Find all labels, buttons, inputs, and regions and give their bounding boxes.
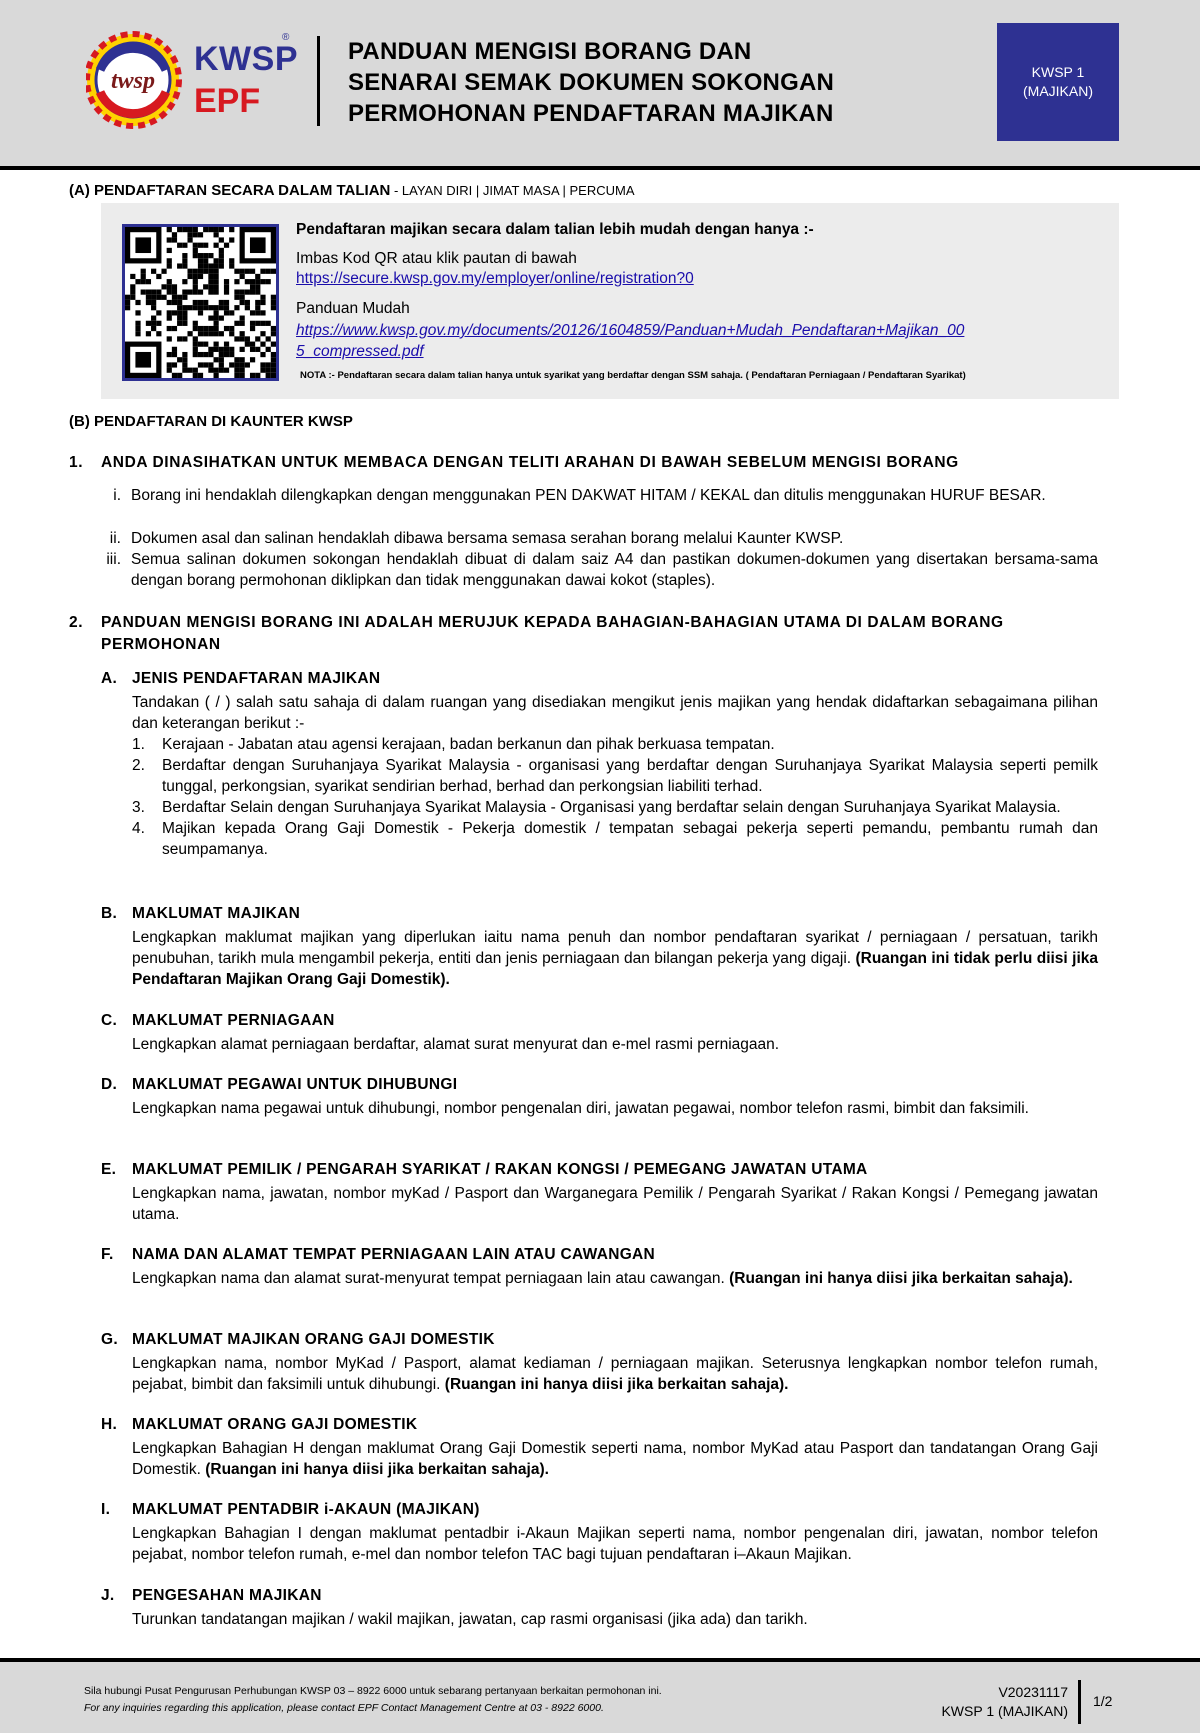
header-rule	[0, 166, 1200, 170]
instruction-ii	[93, 528, 1098, 549]
part-j-heading	[101, 1587, 322, 1605]
part-a-title: JENIS PENDAFTARAN MAJIKAN	[132, 670, 381, 687]
list-text: Berdaftar Selain dengan Suruhanjaya Syarikat Malaysia - Organisasi yang berdaftar selain dengan Suruhanjaya Syarikat Malaysia.	[162, 799, 1061, 816]
item-2-heading	[69, 612, 1004, 656]
list-item	[132, 797, 1098, 818]
list-number: 2.	[132, 757, 145, 774]
part-a-intro: Tandakan ( / ) salah satu sahaja di dalam ruangan yang disediakan mengikut jenis majikan yang hendak didaftarkan sebagaimana pilihan dan keterangan berikut :-	[132, 694, 1098, 732]
part-i-heading	[101, 1501, 480, 1519]
instruction-iii-text: Semua salinan dokumen sokongan hendaklah dibuat di dalam saiz A4 dan pastikan dokumen-dokumen yang disertakan bersama-sama dengan borang permohonan diklipkan dan tidak menggunakan dawai kokot (staples).	[131, 551, 1098, 589]
header-divider	[317, 36, 320, 126]
page-title	[348, 36, 834, 129]
footer-divider	[1078, 1680, 1081, 1724]
list-number: 1.	[132, 736, 145, 753]
part-i-text: Lengkapkan Bahagian I dengan maklumat pentadbir i-Akaun Majikan seperti nama, nombor pengenalan diri, jawatan, nombor telefon pejabat, nombor telefon rumah, e-mel dan nombor telefon TAC bagi tujuan pendaftaran i–Akaun Majikan.	[132, 1525, 1098, 1563]
list-item	[132, 755, 1098, 797]
section-a-title: (A) PENDAFTARAN SECARA DALAM TALIAN	[69, 182, 391, 199]
part-a-heading	[101, 670, 380, 688]
roman-ii: ii.	[109, 530, 121, 547]
part-j-letter: J.	[101, 1587, 115, 1604]
part-i-title: MAKLUMAT PENTADBIR i-AKAUN (MAJIKAN)	[132, 1501, 480, 1518]
section-a-heading	[69, 182, 635, 199]
part-h-letter: H.	[101, 1416, 118, 1433]
part-c-title: MAKLUMAT PERNIAGAAN	[132, 1012, 335, 1029]
part-j-text: Turunkan tandatangan majikan / wakil majikan, jawatan, cap rasmi organisasi (jika ada) dan tarikh.	[132, 1611, 808, 1628]
item-2-title-line2: PERMOHONAN	[101, 636, 221, 653]
section-b-heading: (B) PENDAFTARAN DI KAUNTER KWSP	[69, 413, 353, 430]
part-f-letter: F.	[101, 1246, 114, 1263]
part-b-heading	[101, 905, 300, 923]
item-1-title: ANDA DINASIHATKAN UNTUK MEMBACA DENGAN TELITI ARAHAN DI BAWAH SEBELUM MENGISI BORANG	[101, 454, 959, 471]
part-c-text: Lengkapkan alamat perniagaan berdaftar, alamat surat menyurat dan e-mel rasmi perniagaan.	[132, 1036, 780, 1053]
part-b-text	[132, 927, 1098, 990]
part-d-title: MAKLUMAT PEGAWAI UNTUK DIHUBUNGI	[132, 1076, 458, 1093]
part-e-title: MAKLUMAT PEMILIK / PENGARAH SYARIKAT / RAKAN KONGSI / PEMEGANG JAWATAN UTAMA	[132, 1161, 868, 1178]
roman-iii: iii.	[106, 551, 121, 568]
form-code-box	[997, 23, 1119, 141]
part-d-text: Lengkapkan nama pegawai untuk dihubungi, nombor pengenalan diri, jawatan pegawai, nombor telefon rasmi, bimbit dan faksimili.	[132, 1100, 1029, 1117]
part-g-title: MAKLUMAT MAJIKAN ORANG GAJI DOMESTIK	[132, 1331, 495, 1348]
part-e-heading	[101, 1161, 868, 1179]
title-line-2: SENARAI SEMAK DOKUMEN SOKONGAN	[348, 69, 835, 96]
part-b-body: Lengkapkan maklumat majikan yang diperlukan iaitu nama penuh dan nombor pendaftaran syarikat / perniagaan / persatuan, tarikh penubuhan, tarikh mula mengambil pekerja, entiti dan jenis perniagaan dan bilangan pekerja yang digaji.	[132, 929, 1098, 967]
footer-version: V20231117	[998, 1684, 1068, 1700]
part-c-heading	[101, 1012, 335, 1030]
list-item	[132, 818, 1098, 860]
part-i-letter: I.	[101, 1501, 111, 1518]
part-a-letter: A.	[101, 670, 118, 687]
instruction-ii-text: Dokumen asal dan salinan hendaklah dibawa bersama semasa serahan borang melalui Kaunter KWSP.	[131, 530, 844, 547]
part-b-title: MAKLUMAT MAJIKAN	[132, 905, 301, 922]
list-number: 4.	[132, 820, 145, 837]
roman-i: i.	[113, 487, 121, 504]
registered-mark-icon: ®	[282, 32, 290, 43]
part-d-letter: D.	[101, 1076, 118, 1093]
part-f-note: (Ruangan ini hanya diisi jika berkaitan sahaja).	[729, 1270, 1073, 1287]
list-item	[132, 734, 1098, 755]
guide-link[interactable]	[296, 320, 964, 362]
page-number: 1/2	[1093, 1693, 1113, 1709]
part-h-note: (Ruangan ini hanya diisi jika berkaitan sahaja).	[205, 1461, 549, 1478]
footer-form-code: KWSP 1 (MAJIKAN)	[941, 1703, 1068, 1719]
part-c-letter: C.	[101, 1012, 118, 1029]
part-h-heading	[101, 1416, 417, 1434]
form-code-line2: (MAJIKAN)	[1023, 83, 1093, 99]
part-j-title: PENGESAHAN MAJIKAN	[132, 1587, 322, 1604]
registration-link-text[interactable]: https://secure.kwsp.gov.my/employer/online/registration?0	[296, 270, 694, 287]
instruction-i-text: Borang ini hendaklah dilengkapkan dengan menggunakan PEN DAKWAT HITAM / KEKAL dan ditulis menggunakan HURUF BESAR.	[131, 487, 1046, 504]
part-f-text	[132, 1268, 1098, 1289]
scan-instruction: Imbas Kod QR atau klik pautan di bawah	[296, 250, 577, 267]
kwsp-logo	[86, 30, 298, 130]
part-h-body: Lengkapkan Bahagian H dengan maklumat Orang Gaji Domestik seperti nama, nombor MyKad atau Pasport dan tandatangan Orang Gaji Domestik.	[132, 1440, 1098, 1478]
instruction-iii	[93, 549, 1098, 591]
part-f-heading	[101, 1246, 655, 1264]
list-number: 3.	[132, 799, 145, 816]
part-e-letter: E.	[101, 1161, 117, 1178]
part-a-list	[132, 734, 1098, 860]
instruction-i	[93, 485, 1098, 506]
part-f-title: NAMA DAN ALAMAT TEMPAT PERNIAGAAN LAIN ATAU CAWANGAN	[132, 1246, 656, 1263]
svg-text:twsp: twsp	[110, 68, 156, 94]
logo-epf-text: EPF	[194, 82, 261, 120]
part-h-title: MAKLUMAT ORANG GAJI DOMESTIK	[132, 1416, 418, 1433]
part-g-heading	[101, 1331, 495, 1349]
item-2-number: 2.	[69, 614, 84, 631]
part-b-note: (Ruangan ini tidak perlu diisi jika Pendaftaran Majikan Orang Gaji Domestik).	[132, 950, 1098, 988]
item-1-heading	[69, 452, 959, 474]
item-2-title-line1: PANDUAN MENGISI BORANG INI ADALAH MERUJUK KEPADA BAHAGIAN-BAHAGIAN UTAMA DI DALAM BORANG	[101, 614, 1004, 631]
list-text: Berdaftar dengan Suruhanjaya Syarikat Malaysia - organisasi yang berdaftar dengan Suruhanjaya Syarikat Malaysia seperti pemilk tunggal, perkongsian, syarikat sendirian berhad, berhad dan perkongsian liabiliti terhad.	[162, 757, 1098, 795]
item-1-number: 1.	[69, 454, 84, 471]
guide-link-line2[interactable]: 5_compressed.pdf	[296, 343, 424, 360]
part-d-heading	[101, 1076, 457, 1094]
footer-contact-malay: Sila hubungi Pusat Pengurusan Perhubungan KWSP 03 – 8922 6000 untuk sebarang pertanyaan berkaitan permohonan ini.	[84, 1685, 662, 1697]
title-line-1: PANDUAN MENGISI BORANG DAN	[348, 38, 752, 65]
online-box-heading: Pendaftaran majikan secara dalam talian lebih mudah dengan hanya :-	[296, 221, 814, 238]
part-g-letter: G.	[101, 1331, 118, 1348]
list-text: Kerajaan - Jabatan atau agensi kerajaan, badan berkanun dan pihak berkuasa tempatan.	[162, 736, 775, 753]
logo-kwsp-text: KWSP	[194, 40, 298, 78]
part-e-text: Lengkapkan nama, jawatan, nombor myKad / Pasport dan Warganegara Pemilik / Pengarah Syarikat / Rakan Kongsi / Pemegang jawatan utama.	[132, 1185, 1098, 1223]
form-code-line1: KWSP 1	[1031, 64, 1085, 80]
part-f-body: Lengkapkan nama dan alamat surat-menyurat tempat perniagaan lain atau cawangan.	[132, 1270, 730, 1287]
section-a-subtitle: - LAYAN DIRI | JIMAT MASA | PERCUMA	[390, 183, 635, 198]
part-g-note: (Ruangan ini hanya diisi jika berkaitan sahaja).	[444, 1376, 789, 1393]
registration-link[interactable]	[296, 268, 694, 289]
list-text: Majikan kepada Orang Gaji Domestik - Pekerja domestik / tempatan sebagai pekerja seperti pemandu, pembantu rumah dan seumpamanya.	[162, 820, 1098, 858]
footer-version-block	[900, 1683, 1068, 1721]
part-g-body: Lengkapkan nama, nombor MyKad / Pasport, alamat kediaman / perniagaan majikan. Seterusnya lengkapkan nombor telefon rumah, pejabat, bimbit dan faksimili untuk dihubungi.	[132, 1355, 1098, 1393]
title-line-3: PERMOHONAN PENDAFTARAN MAJIKAN	[348, 100, 834, 127]
part-b-letter: B.	[101, 905, 118, 922]
nota-text: NOTA :- Pendaftaran secara dalam talian hanya untuk syarikat yang berdaftar dengan SSM sahaja. ( Pendaftaran Perniagaan / Pendaftaran Syarikat)	[300, 370, 966, 381]
part-h-text	[132, 1438, 1098, 1480]
part-g-text	[132, 1353, 1098, 1395]
footer-contact	[84, 1683, 662, 1717]
qr-code[interactable]	[122, 224, 279, 381]
qr-code-icon	[125, 227, 276, 378]
guide-link-line1[interactable]: https://www.kwsp.gov.my/documents/20126/1604859/Panduan+Mudah_Pendaftaran+Majikan_00	[296, 322, 965, 339]
guide-label: Panduan Mudah	[296, 300, 410, 317]
footer-contact-english: For any inquiries regarding this application, please contact EPF Contact Management Centre at 03 - 8922 6000.	[84, 1702, 604, 1714]
